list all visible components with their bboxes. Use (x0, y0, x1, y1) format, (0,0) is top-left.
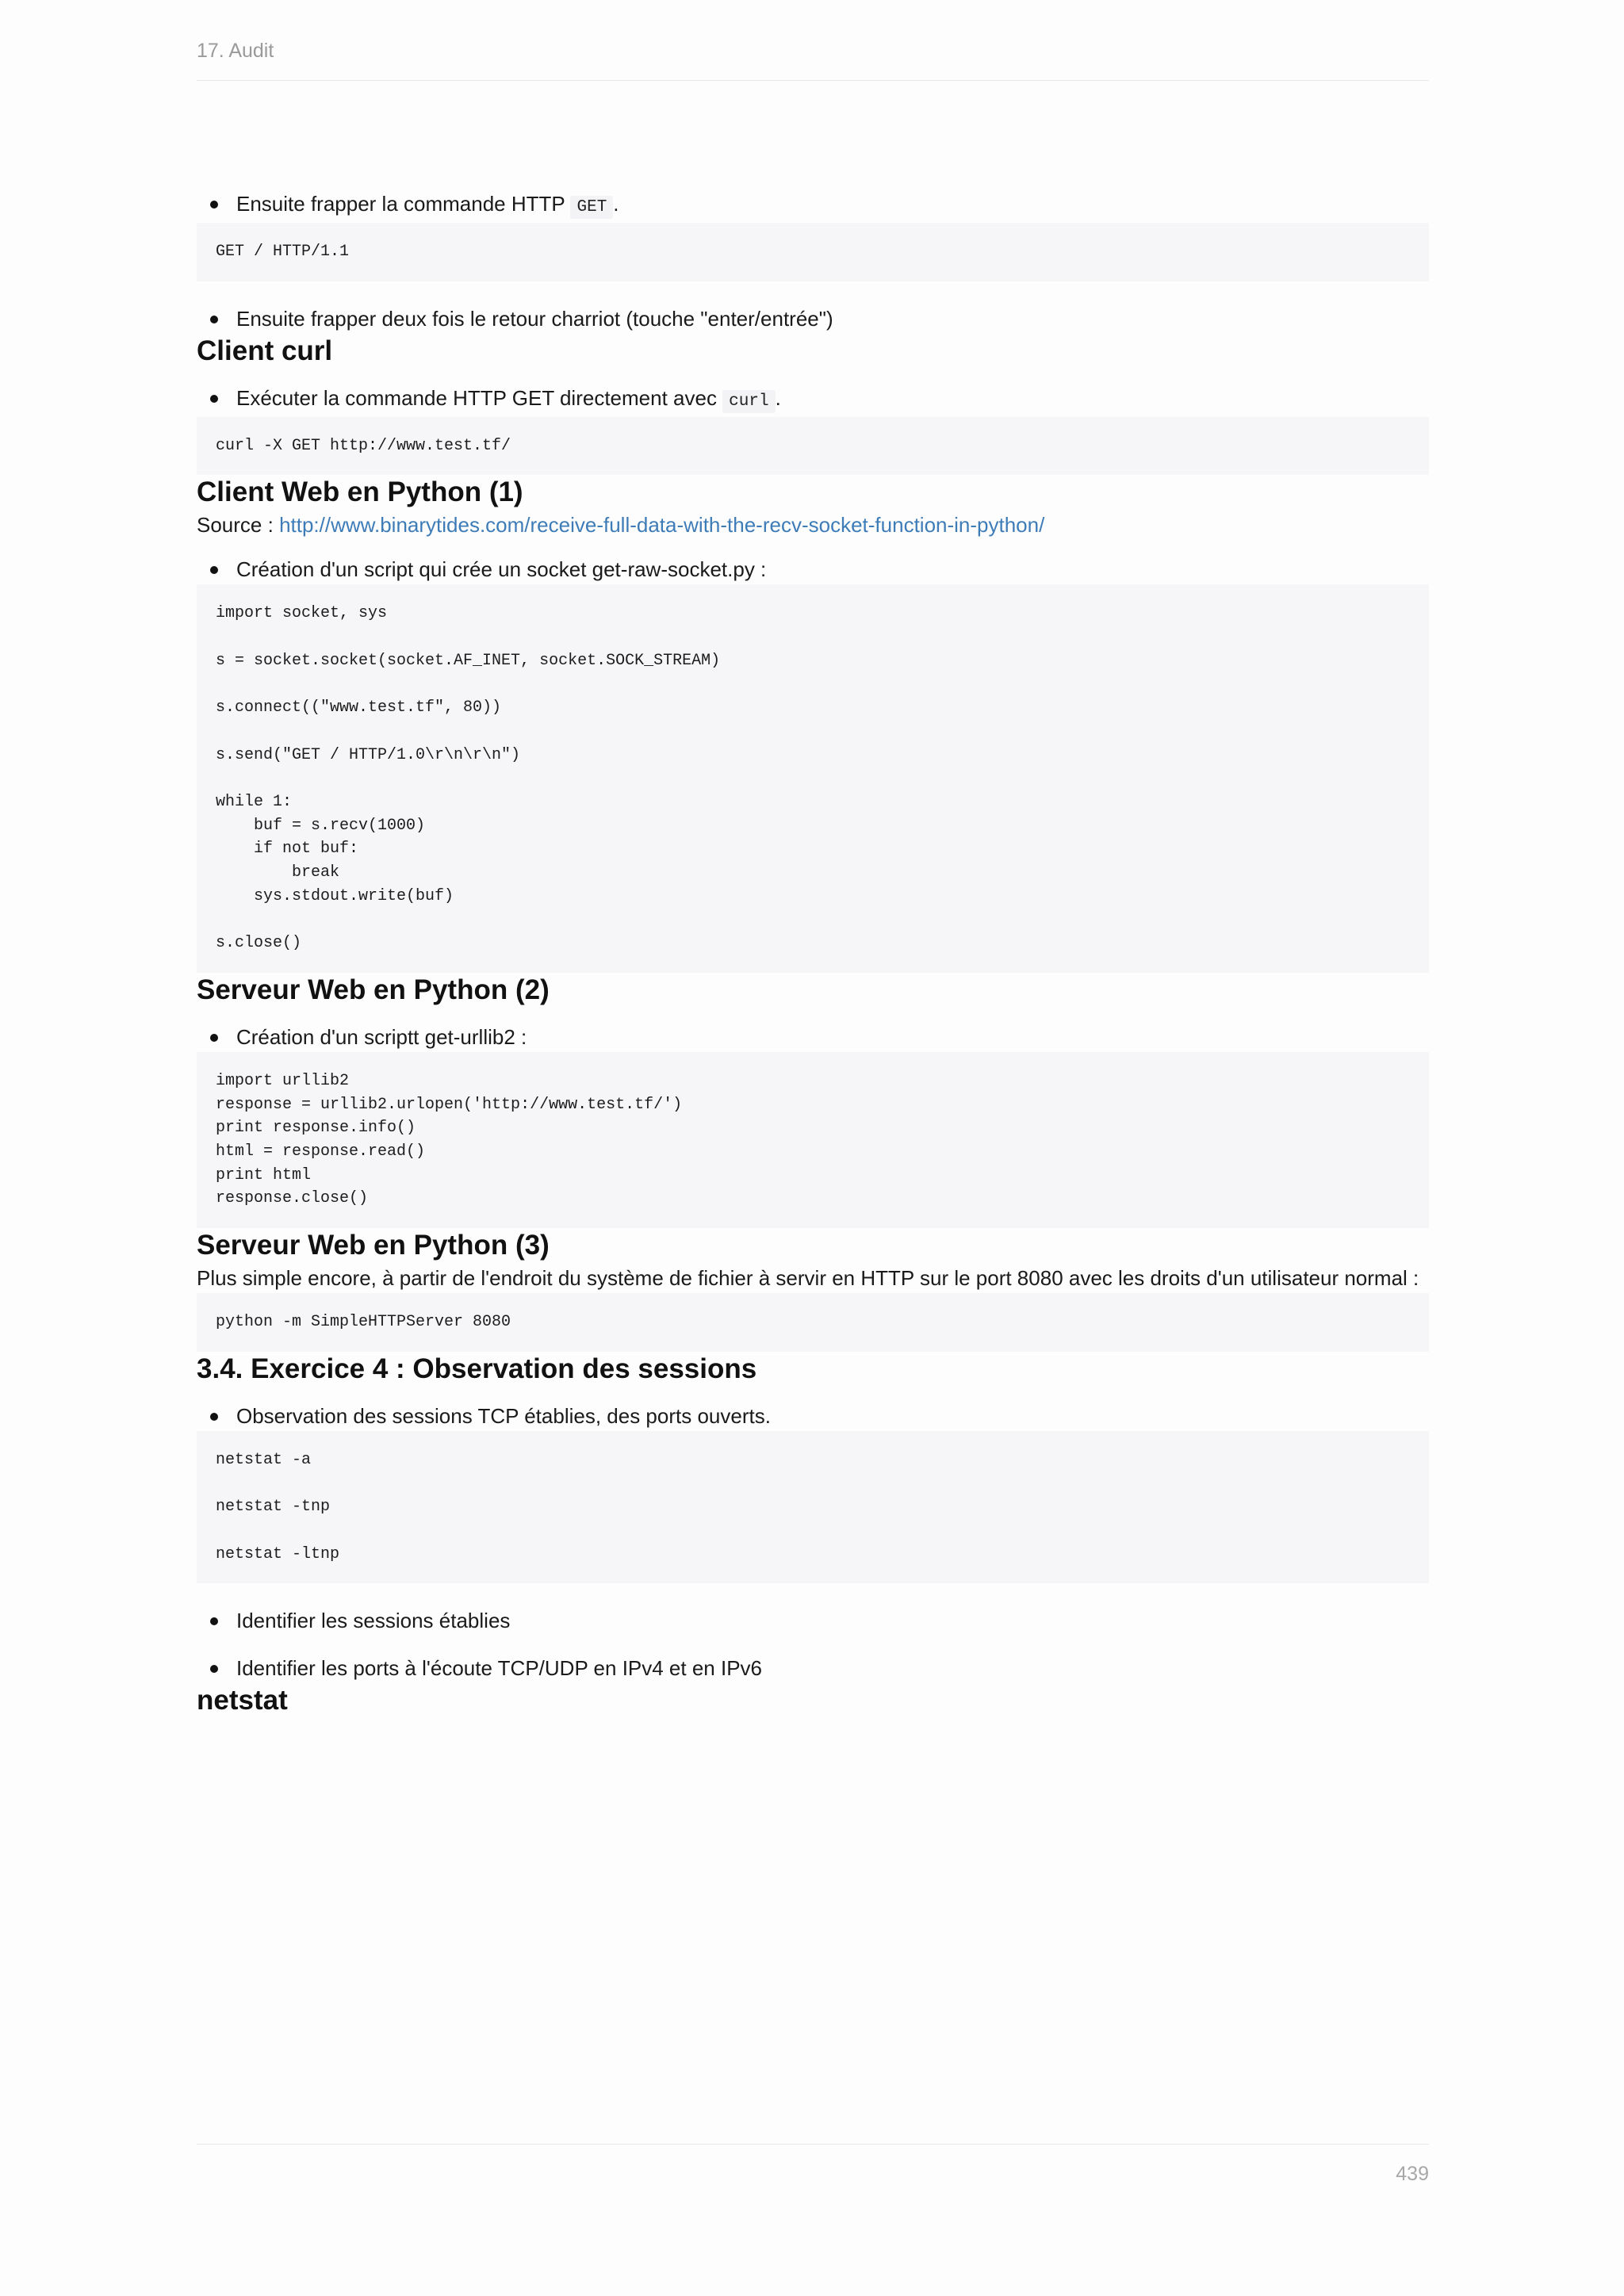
inline-code: GET (570, 196, 613, 219)
document-page (197, 0, 1429, 2296)
paragraph: Plus simple encore, à partir de l'endroit du système de fichier à servir en HTTP sur le port 8080 avec les droits d'un utilisateur normal : (197, 1266, 1419, 1291)
section-heading-python1: Client Web en Python (1) (197, 476, 523, 508)
list-item: Observation des sessions TCP établies, des ports ouverts. (197, 1401, 1429, 1431)
list-item (197, 189, 1429, 223)
code-block-curl: curl -X GET http://www.test.tf/ (197, 417, 1429, 476)
code-block-get: GET / HTTP/1.1 (197, 223, 1429, 281)
source-label: Source : (197, 513, 280, 538)
list-item: Ensuite frapper deux fois le retour charriot (touche "enter/entrée") (197, 304, 1429, 334)
list-item: Identifier les ports à l'écoute TCP/UDP en IPv4 et en IPv6 (197, 1653, 1429, 1683)
section-heading-curl: Client curl (197, 335, 333, 366)
section-heading-netstat: netstat (197, 1685, 288, 1716)
bullet-text: . (613, 192, 619, 216)
bullet-text: Ensuite frapper la commande HTTP (236, 192, 571, 216)
source-link[interactable]: http://www.binarytides.com/receive-full-data-with-the-recv-socket-function-in-python/ (279, 513, 1045, 538)
inline-code: curl (722, 390, 775, 413)
list-item: Identifier les sessions établies (197, 1605, 1429, 1636)
bullet-text: Exécuter la commande HTTP GET directement avec (236, 385, 723, 410)
footer-divider (197, 2144, 1429, 2145)
page-content (197, 189, 1429, 1718)
section-heading-python2: Serveur Web en Python (2) (197, 974, 550, 1005)
page-number: 439 (1396, 2163, 1429, 2185)
code-block-socket: import socket, sys s = socket.socket(socket.AF_INET, socket.SOCK_STREAM) s.connect(("www.test.tf", 80)) s.send("GET / HTTP/1.0\r\n\r\n") while 1: buf = s.recv(1000) if not buf: break sys.stdout.write(buf) s.close() (197, 584, 1429, 973)
running-header: 17. Audit (197, 38, 1429, 81)
list-item (197, 383, 1429, 417)
bullet-text: . (775, 385, 781, 410)
code-block-urllib: import urllib2 response = urllib2.urlopen('http://www.test.tf/') print response.info() html = response.read() print html response.close() (197, 1052, 1429, 1228)
code-block-netstat: netstat -a netstat -tnp netstat -ltnp (197, 1431, 1429, 1584)
code-block-simplehttp: python -m SimpleHTTPServer 8080 (197, 1293, 1429, 1352)
section-heading-exercice4: 3.4. Exercice 4 : Observation des sessions (197, 1353, 757, 1384)
list-item: Création d'un scriptt get-urllib2 : (197, 1022, 1429, 1052)
section-heading-python3: Serveur Web en Python (3) (197, 1230, 550, 1261)
list-item: Création d'un script qui crée un socket get-raw-socket.py : (197, 554, 1429, 584)
source-paragraph (197, 510, 1429, 540)
